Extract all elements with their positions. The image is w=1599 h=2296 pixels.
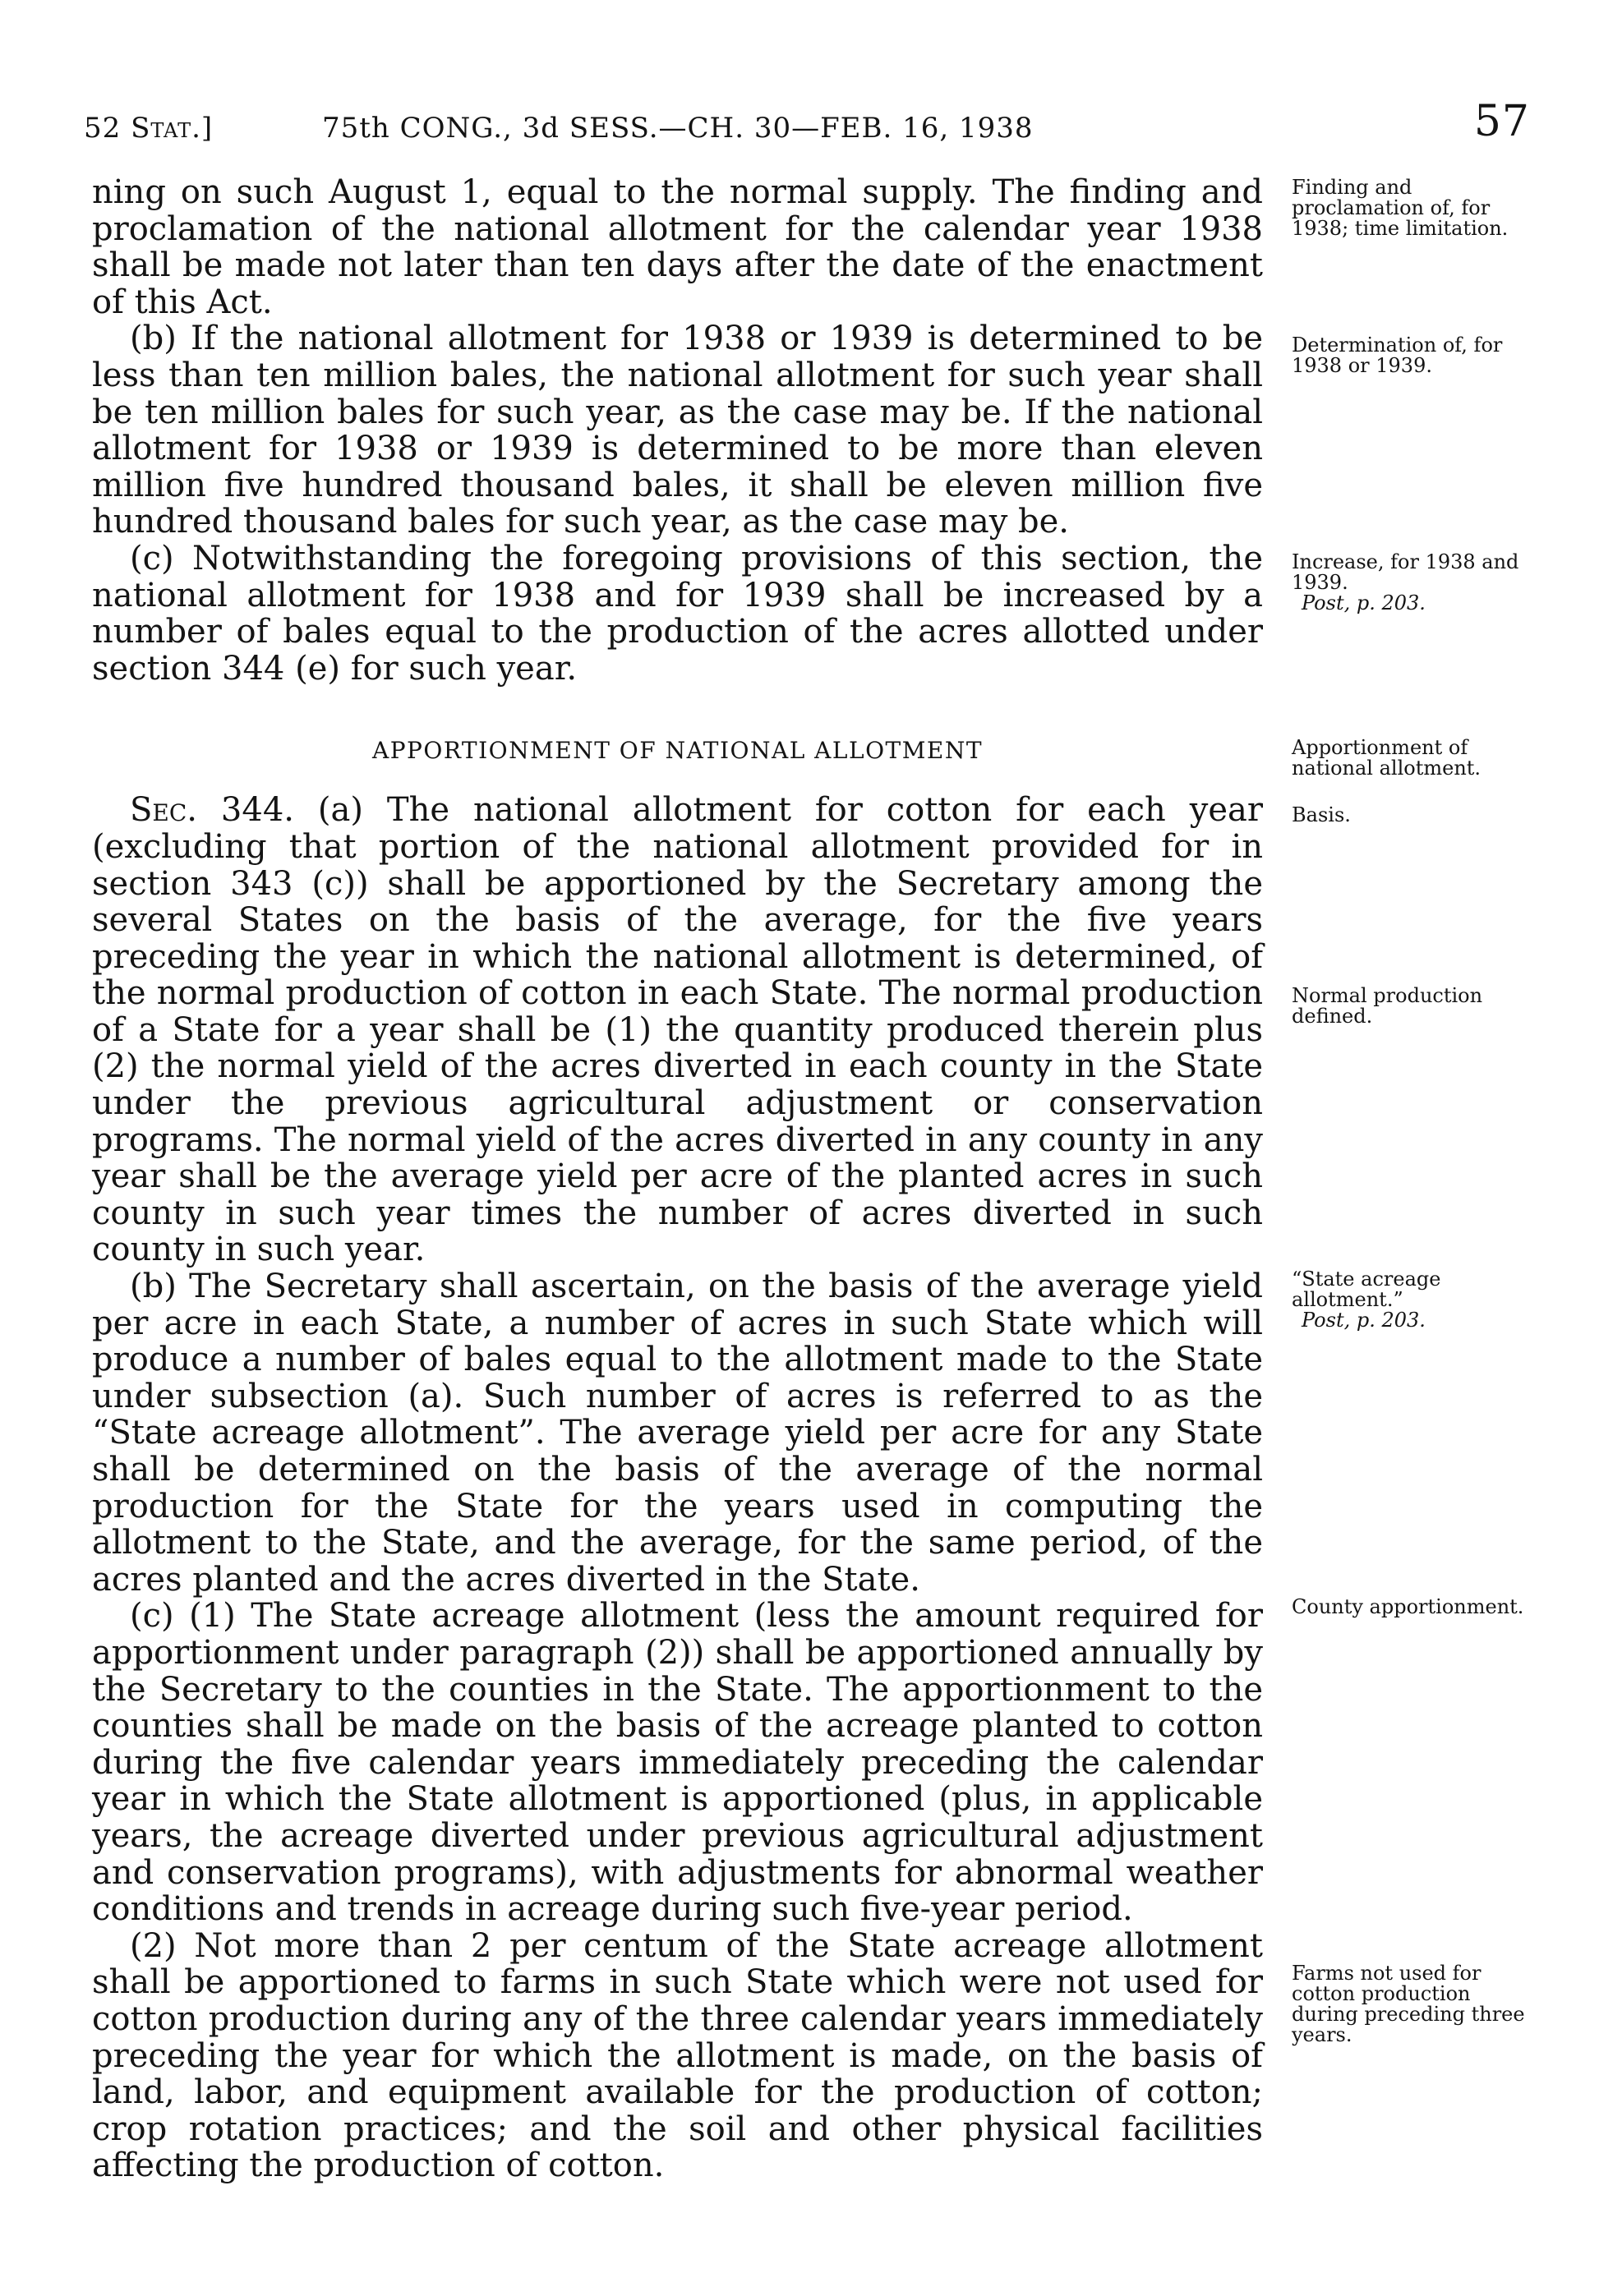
congress-session-line: 75th CONG., 3d SESS.—CH. 30—FEB. 16, 1938 (322, 112, 1034, 145)
margin-note-basis: Basis. (1292, 803, 1351, 826)
paragraph-sec-344-b: (b) The Secretary shall ascertain, on the basis of the average yield per acre in each State, a number of acres in such State which will produce a number of bales equal to the allotment made to the State under subsection (a). Such number of acres is referred to as the “State acreage allotment”. The average yield per acre for any State shall be determined on the basis of the average of the normal production for the State for the years used in computing the allotment to the State, and the average, for the same period, of the acres planted and the acres diverted in the State. (92, 1268, 1263, 1599)
margin-note-increase-text: Increase, for 1938 and 1939. (1292, 550, 1519, 594)
margin-note-apportionment: Apportionment of national allotment. (1292, 736, 1481, 780)
paragraph-finding: ning on such August 1, equal to the normal supply. The finding and proclamation of the national allotment for the calendar year 1938 shall be made not later than ten days after the date of the enactment of this Act. (92, 173, 1263, 321)
margin-note-increase (1292, 552, 1538, 614)
margin-note-determination: Determination of, for 1938 or 1939. (1292, 334, 1503, 377)
margin-note-state-acreage (1292, 1269, 1538, 1331)
margin-note-increase-ref: Post, p. 203. (1302, 591, 1426, 614)
page-number: 57 (1473, 97, 1530, 146)
main-text-column (92, 174, 1263, 2184)
paragraph-determination: (b) If the national allotment for 1938 or 1939 is determined to be less than ten million bales, the national allotment for such year shall be ten million bales for such year, as the case may be. If the national allotment for 1938 or 1939 is determined to be more than eleven million five hundred thousand bales, it shall be eleven million five hundred thousand bales for such year, as the case may be. (92, 320, 1263, 541)
margin-note-county: County apportionment. (1292, 1595, 1524, 1618)
paragraph-sec-344-c2: (2) Not more than 2 per centum of the State acreage allotment shall be apportioned to farms in such State which were not used for cotton production during any of the three calendar years immediately preceding the year for which the allotment is made, on the basis of land, labor, and equipment available for the production of cotton; crop rotation practices; and the soil and other physical facilities affecting the production of cotton. (92, 1926, 1263, 2185)
paragraph-sec-344-a-text: (a) The national allotment for cotton for each year (excluding that portion of the national allotment provided for in section 343 (c)) shall be apportioned by the Secretary among the several States on the basis of the average, for the five years preceding the year in which the national allotment is determined, of the normal production of cotton in each State. The normal production of a State for a year shall be (1) the quantity produced therein plus (2) the normal yield of the acres diverted in each county in the State under the previous agricultural adjustment or conservation programs. The normal yield of the acres diverted in any county in any year shall be the average yield per acre of the planted acres in such county in such year times the number of acres diverted in such county in such year. (92, 791, 1263, 1269)
paragraph-increase: (c) Notwithstanding the foregoing provisions of this section, the national allotment for 1938 and for 1939 shall be increased by a number of bales equal to the production of the acres allotted under section 344 (e) for such year. (92, 539, 1263, 688)
paragraph-sec-344-c1: (c) (1) The State acreage allotment (less the amount required for apportionment under paragraph (2)) shall be apportioned annually by the Secretary to the counties in the State. The apportionment to the counties shall be made on the basis of the acreage planted to cotton during the five calendar years immediately preceding the calendar year in which the State allotment is apportioned (plus, in applicable years, the acreage diverted under previous agricultural adjustment and conservation programs), with adjustments for abnormal weather conditions and trends in acreage during such five-year period. (92, 1597, 1263, 1929)
statute-reference: 52 Stat.] (84, 112, 214, 145)
margin-note-state-acreage-ref: Post, p. 203. (1302, 1309, 1426, 1332)
margin-note-normal-production: Normal production defined. (1292, 984, 1483, 1028)
section-heading: APPORTIONMENT OF NATIONAL ALLOTMENT (371, 737, 984, 765)
paragraph-sec-344-a (92, 792, 1263, 1268)
margin-note-farms: Farms not used for cotton production during preceding three years. (1292, 1962, 1525, 2046)
running-header (84, 97, 1530, 163)
margin-note-state-acreage-text: “State acreage allotment.” (1292, 1268, 1441, 1311)
section-label: Sec. 344. (130, 791, 294, 830)
margin-note-finding: Finding and proclamation of, for 1938; time limitation. (1292, 176, 1509, 240)
